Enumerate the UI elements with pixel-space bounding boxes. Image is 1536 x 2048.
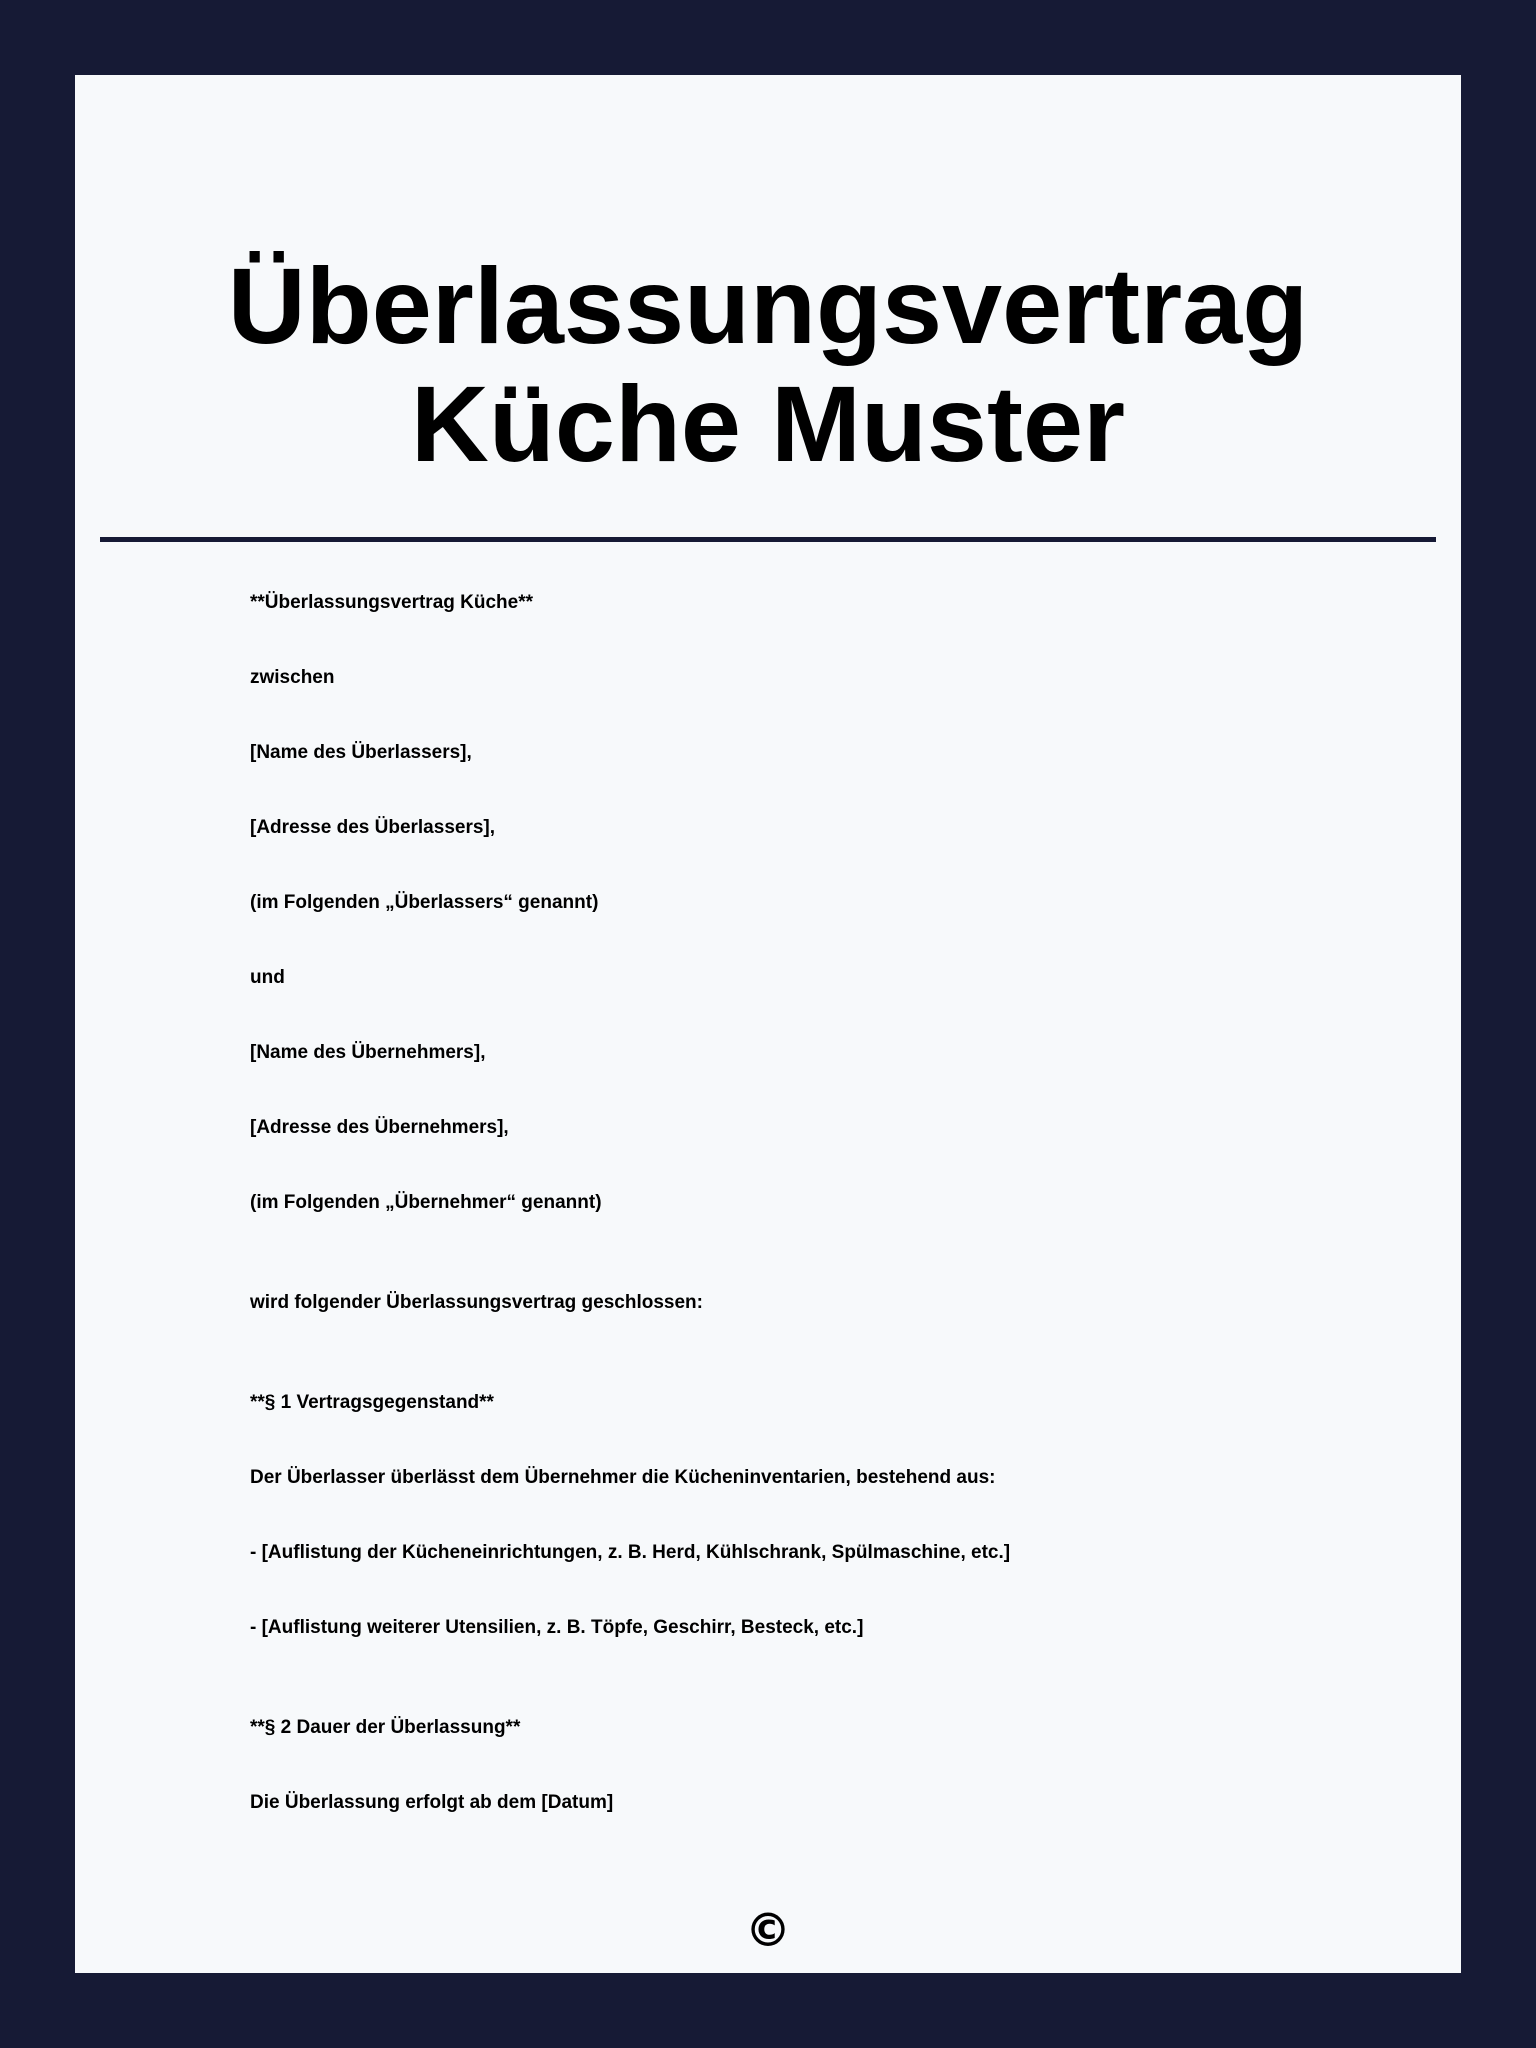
document-page xyxy=(75,75,1461,1973)
body-line: und xyxy=(250,967,285,988)
body-line: [Adresse des Überlassers], xyxy=(250,817,496,838)
section-heading: **§ 2 Dauer der Überlassung** xyxy=(250,1717,521,1738)
body-line: Der Überlasser überlässt dem Übernehmer die Kücheninventarien, bestehend aus: xyxy=(250,1467,996,1488)
body-line: [Name des Übernehmers], xyxy=(250,1042,486,1063)
body-line: [Adresse des Übernehmers], xyxy=(250,1117,509,1138)
copyright-icon: © xyxy=(745,1903,791,1957)
body-line: zwischen xyxy=(250,667,335,688)
body-line: Die Überlassung erfolgt ab dem [Datum] xyxy=(250,1792,614,1813)
body-line: (im Folgenden „Überlassers“ genannt) xyxy=(250,892,599,913)
list-item: - [Auflistung weiterer Utensilien, z. B. Töpfe, Geschirr, Besteck, etc.] xyxy=(250,1617,864,1638)
body-line: (im Folgenden „Übernehmer“ genannt) xyxy=(250,1192,602,1213)
body-line: wird folgender Überlassungsvertrag geschlossen: xyxy=(250,1292,703,1313)
list-item: - [Auflistung der Kücheneinrichtungen, z. B. Herd, Kühlschrank, Spülmaschine, etc.] xyxy=(250,1542,1011,1563)
document-title: Überlassungsvertrag Küche Muster xyxy=(227,245,1309,484)
contract-heading: **Überlassungsvertrag Küche** xyxy=(250,592,533,613)
section-heading: **§ 1 Vertragsgegenstand** xyxy=(250,1392,494,1413)
body-line: [Name des Überlassers], xyxy=(250,742,472,763)
title-divider xyxy=(100,537,1436,542)
